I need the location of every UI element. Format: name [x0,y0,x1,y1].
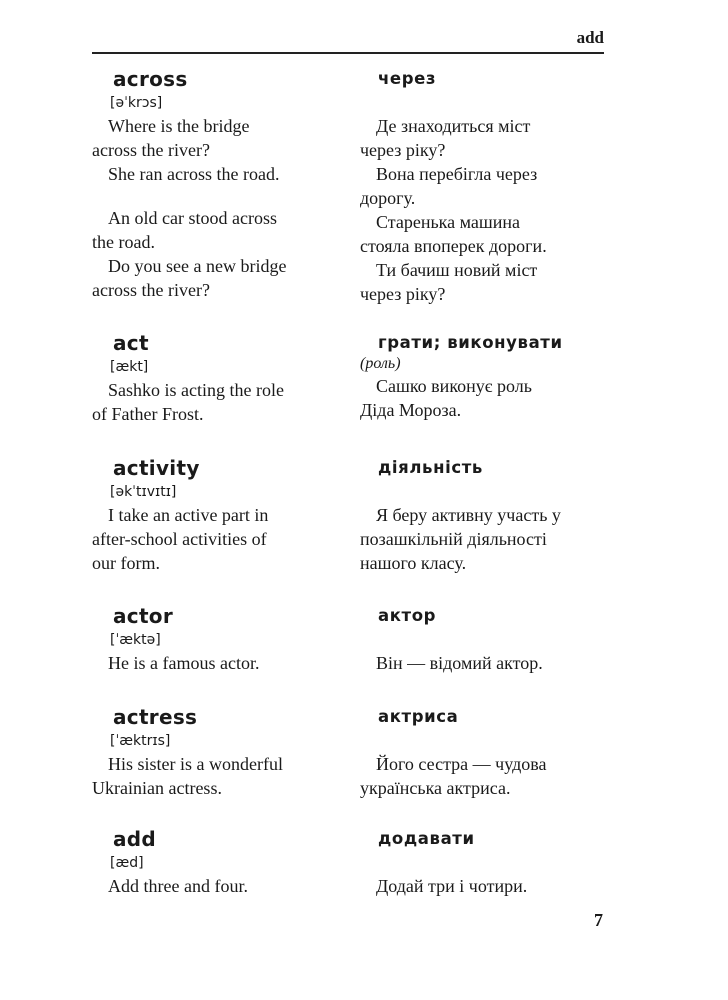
english-column [92,330,342,426]
ukrainian-column [360,603,615,675]
translation: діяльність [378,458,483,477]
transcription: [əˈkrɔs] [110,95,163,111]
example-line: our form. [92,553,160,573]
example-line: An old car stood across [108,208,277,228]
example-line: Сашко виконує роль [376,376,532,396]
example-line: Where is the bridge [108,116,250,136]
example-line: after-school activities of [92,529,267,549]
example-line: across the river? [92,140,210,160]
example-line: через ріку? [360,284,446,304]
translation: через [378,69,437,88]
headword: actor [113,604,174,628]
example-line: стояла впоперек дороги. [360,236,547,256]
running-head: add [576,28,604,47]
translation: актор [378,606,437,625]
ukrainian-column [360,704,615,800]
example-line: нашого класу. [360,553,467,573]
translation: грати; виконувати [378,333,563,352]
example-line: She ran across the road. [108,164,280,184]
example-line: Діда Мороза. [360,400,462,420]
english-column [92,704,342,800]
example-line: of Father Frost. [92,404,204,424]
transcription: [ˈæktə] [110,632,161,648]
example-line: Sashko is acting the role [108,380,284,400]
ukrainian-column [360,66,615,306]
transcription: [ˈæktrɪs] [110,733,171,749]
ukrainian-column [360,826,615,898]
headword: act [113,331,149,355]
translation: додавати [378,829,475,848]
english-column [92,66,342,302]
example-line: Ukrainian actress. [92,778,222,798]
english-column [92,826,342,898]
transcription: [əkˈtɪvɪtɪ] [110,484,177,500]
ukrainian-column [360,330,615,422]
example-line: Вона перебігла через [376,164,538,184]
headword: activity [113,456,200,480]
headword: actress [113,705,198,729]
example-line: через ріку? [360,140,446,160]
example-line: дорогу. [360,188,416,208]
example-line: Add three and four. [108,876,248,896]
example-line: His sister is a wonderful [108,754,283,774]
header-rule [92,52,604,54]
example-line: Старенька машина [376,212,521,232]
example-line: across the river? [92,280,210,300]
example-line: the road. [92,232,155,252]
headword: across [113,67,188,91]
example-line: Його сестра — чудова [376,754,547,774]
transcription: [æd] [110,855,144,871]
example-line: Де знаходиться міст [376,116,531,136]
example-line: I take an active part in [108,505,269,525]
ukrainian-column [360,455,615,575]
example-line: українська актриса. [360,778,511,798]
example-line: Ти бачиш новий міст [376,260,538,280]
page-number: 7 [594,910,603,930]
headword: add [113,827,157,851]
english-column [92,603,342,675]
example-line: He is a famous actor. [108,653,260,673]
transcription: [ækt] [110,359,149,375]
example-line: Додай три і чотири. [376,876,528,896]
translation-note: (роль) [360,355,401,372]
example-line: Він — відомий актор. [376,653,543,673]
example-line: Do you see a new bridge [108,256,287,276]
example-line: Я беру активну участь у [376,505,561,525]
translation: актриса [378,707,459,726]
english-column [92,455,342,575]
example-line: позашкільній діяльності [360,529,547,549]
